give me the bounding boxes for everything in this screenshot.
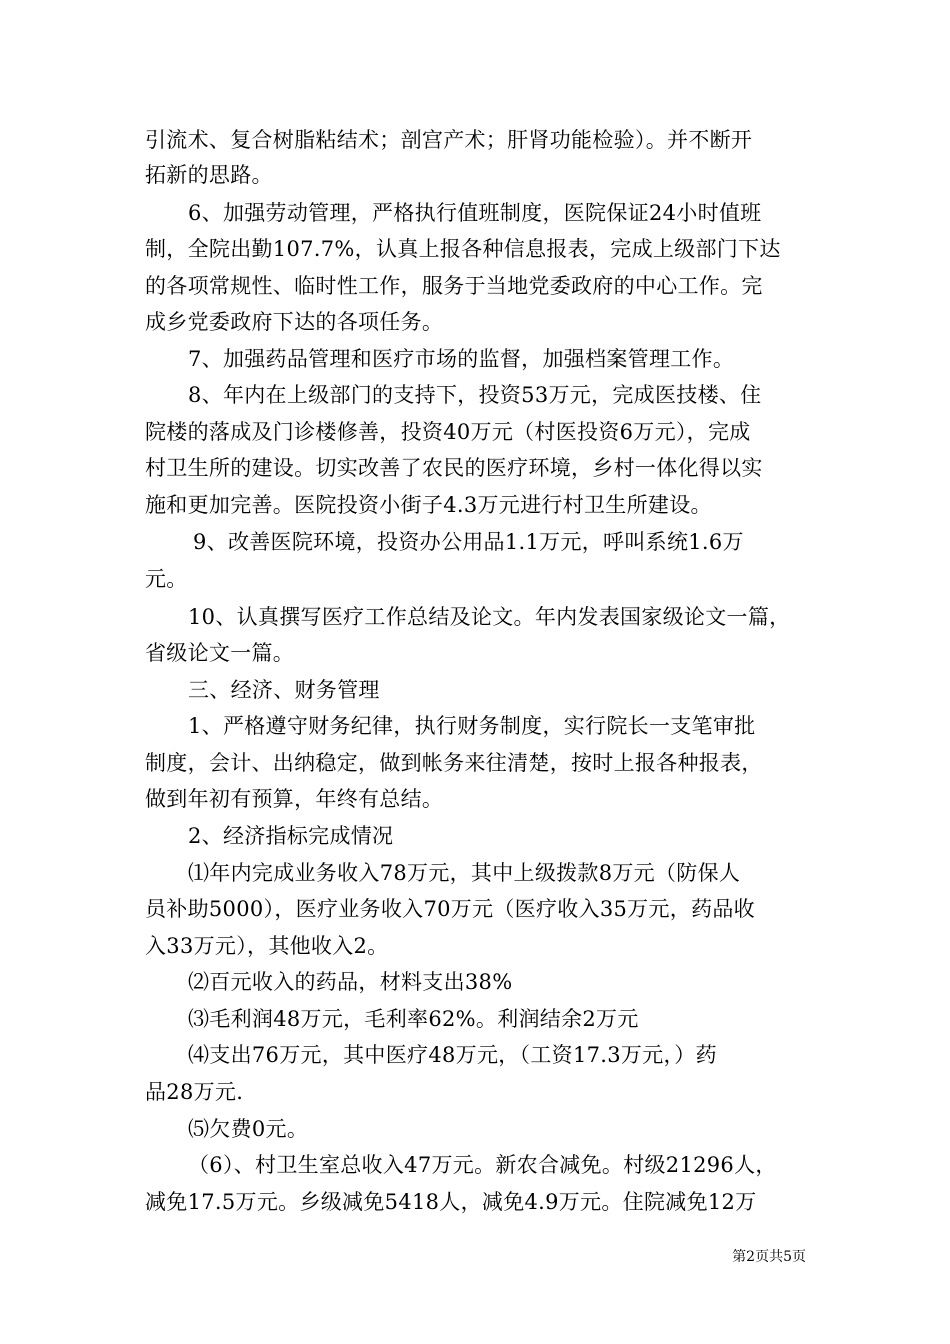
text-line: 品28万元. <box>145 1080 244 1104</box>
text-line: 8、年内在上级部门的支持下，投资53万元，完成医技楼、住 <box>188 383 762 407</box>
text-line: 制度，会计、出纳稳定，做到帐务来往清楚，按时上报各种报表， <box>145 751 763 775</box>
text-line: 6、加强劳动管理，严格执行值班制度，医院保证24小时值班 <box>188 201 762 225</box>
text-line: ⑸欠费0元。 <box>188 1117 309 1141</box>
text-line: 村卫生所的建设。切实改善了农民的医疗环境，乡村一体化得以实 <box>145 456 763 480</box>
text-line: 的各项常规性、临时性工作，服务于当地党委政府的中心工作。完 <box>145 274 763 298</box>
text-line: 减免17.5万元。乡级减免5418人，减免4.9万元。住院减免12万 <box>145 1190 757 1214</box>
text-line: 10、认真撰写医疗工作总结及论文。年内发表国家级论文一篇， <box>188 605 791 629</box>
text-line: 1、严格遵守财务纪律，执行财务制度，实行院长一支笔审批 <box>188 714 756 738</box>
text-line: ⑷支出76万元，其中医疗48万元，（工资17.3万元，）药 <box>188 1043 717 1067</box>
text-line: 制，全院出勤107.7%，认真上报各种信息报表，完成上级部门下达 <box>145 237 781 261</box>
text-line: 拓新的思路。 <box>145 163 273 187</box>
text-line: 入33万元），其他收入2。 <box>145 934 389 958</box>
text-line: 省级论文一篇。 <box>145 641 295 665</box>
text-line: 院楼的落成及门诊楼修善，投资40万元（村医投资6万元），完成 <box>145 420 751 444</box>
text-line: 9、改善医院环境，投资办公用品1.1万元，呼叫系统1.6万 <box>193 530 744 554</box>
text-line: 施和更加完善。医院投资小街子4.3万元进行村卫生所建设。 <box>145 493 712 517</box>
section-heading: 三、经济、财务管理 <box>188 678 380 702</box>
text-line: 员补助5000），医疗业务收入70万元（医疗收入35万元，药品收 <box>145 897 755 921</box>
page-footer: 第2页共5页 <box>732 1249 806 1265</box>
text-line: 成乡党委政府下达的各项任务。 <box>145 310 444 334</box>
text-line: （6）、村卫生室总收入47万元。新农合减免。村级21296人， <box>188 1153 777 1177</box>
text-line: ⑵百元收入的药品，材料支出38% <box>188 970 513 994</box>
text-line: 做到年初有预算，年终有总结。 <box>145 787 444 811</box>
text-line: ⑴年内完成业务收入78万元，其中上级拨款8万元（防保人 <box>188 861 741 885</box>
text-line: 2、经济指标完成情况 <box>188 824 394 848</box>
text-line: ⑶毛利润48万元，毛利率62%。利润结余2万元 <box>188 1007 639 1031</box>
text-line: 引流术、复合树脂粘结术；剖宫产术；肝肾功能检验）。并不断开 <box>145 128 753 152</box>
text-line: 7、加强药品管理和医疗市场的监督，加强档案管理工作。 <box>188 347 735 371</box>
text-line: 元。 <box>145 567 188 591</box>
